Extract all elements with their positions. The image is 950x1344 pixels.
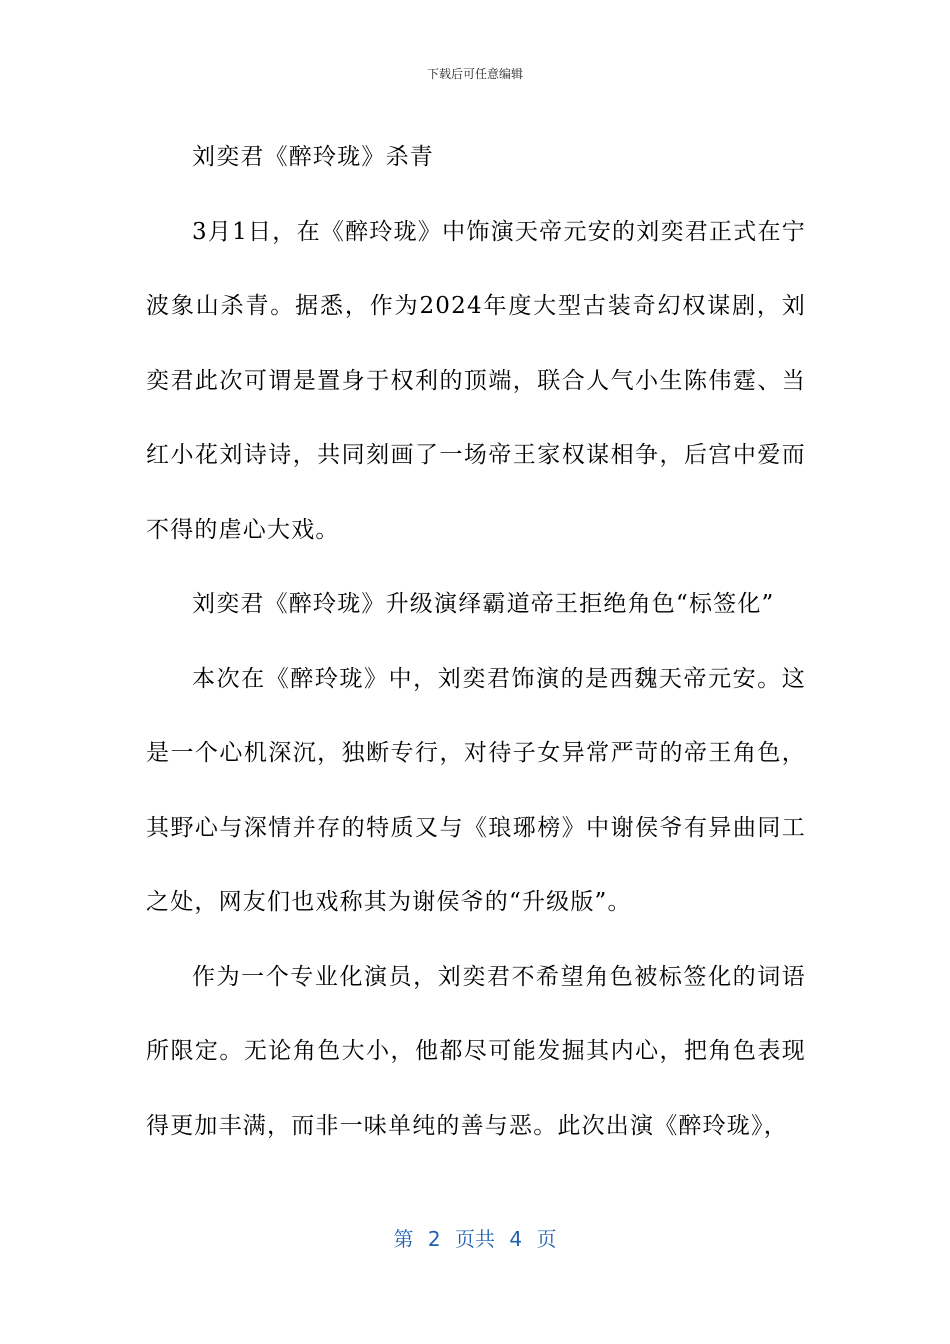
footer-suffix: 页 bbox=[536, 1227, 557, 1251]
footer-current-page: 2 bbox=[427, 1227, 441, 1251]
header-note: 下载后可任意编辑 bbox=[426, 67, 523, 81]
paragraph: 本次在《醉玲珑》中，刘奕君饰演的是西魏天帝元安。这是一个心机深沉，独断专行，对待子女异常严苛的帝王角色，其野心与深情并存的特质又与《琅琊榜》中谢侯爷有异曲同工之处，网友们也戏称其为谢侯爷的“升级版”。 bbox=[146, 665, 806, 915]
paragraph-title: 刘奕君《醉玲珑》杀青 bbox=[192, 144, 434, 170]
paragraph: 3月1日，在《醉玲珑》中饰演天帝元安的刘奕君正式在宁波象山杀青。据悉，作为2024年度大型古装奇幻权谋剧，刘奕君此次可谓是置身于权利的顶端，联合人气小生陈伟霆、当红小花刘诗诗，共同刻画了一场帝王家权谋相争，后宫中爱而不得的虐心大戏。 bbox=[146, 218, 806, 543]
footer-total-pages: 4 bbox=[509, 1227, 523, 1251]
paragraph: 作为一个专业化演员，刘奕君不希望角色被标签化的词语所限定。无论角色大小，他都尽可能发掘其内心，把角色表现得更加丰满，而非一味单纯的善与恶。此次出演《醉玲珑》， bbox=[146, 963, 806, 1139]
footer-middle: 页共 bbox=[455, 1227, 495, 1251]
footer-prefix: 第 bbox=[393, 1227, 414, 1251]
page-footer bbox=[0, 1226, 950, 1252]
document-body bbox=[146, 120, 806, 1163]
paragraph-subtitle: 刘奕君《醉玲珑》升级演绎霸道帝王拒绝角色“标签化” bbox=[192, 591, 775, 617]
